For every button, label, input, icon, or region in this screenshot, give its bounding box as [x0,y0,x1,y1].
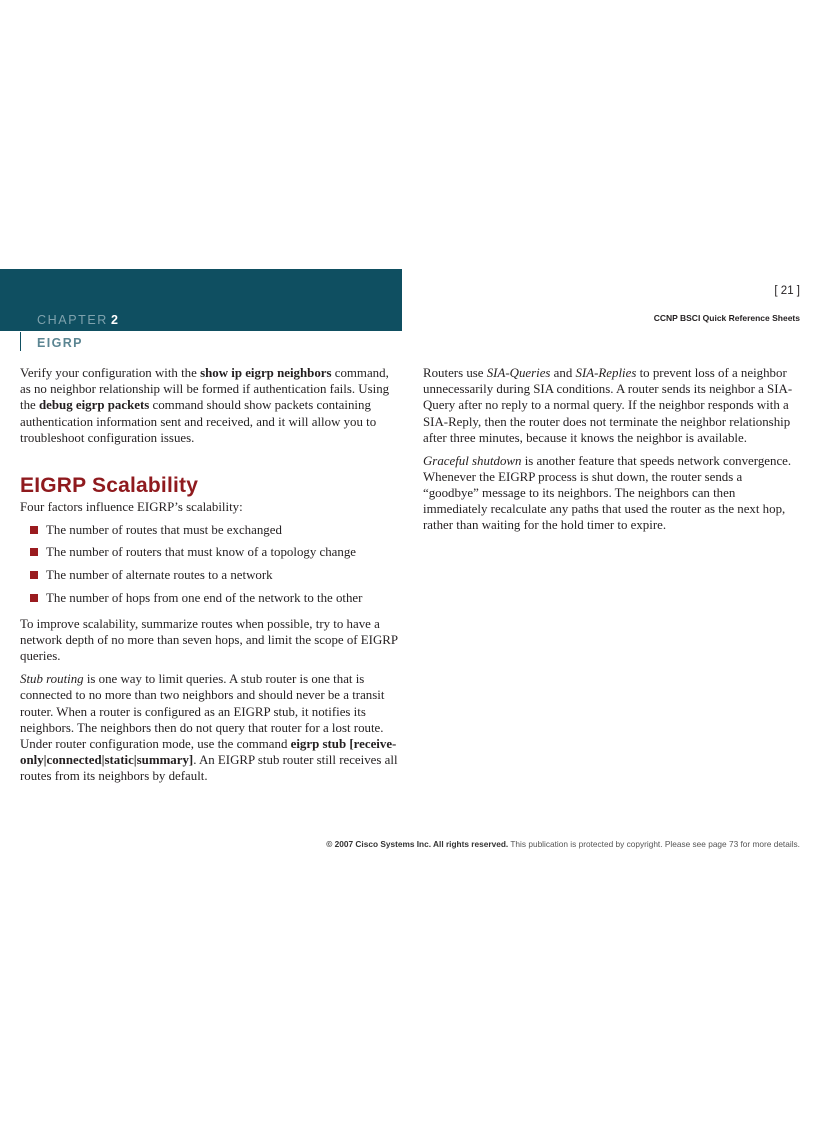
factors-list [20,522,398,606]
bullet-square-icon [30,571,38,579]
bullet-square-icon [30,594,38,602]
term-sia-queries: SIA-Queries [486,366,551,380]
chapter-word: CHAPTER [37,313,108,327]
copyright-notice: This publication is protected by copyright. Please see page 73 for more details. [508,839,800,849]
term-graceful-shutdown: Graceful shutdown [423,453,522,468]
term-stub-routing: Stub routing [20,672,84,687]
page-number: [ 21 ] [774,285,800,297]
stub-routing-paragraph: Stub routing is one way to limit queries. A stub router is one that is connected to no more than two neighbors and should never be a transit router. When a router is configured as an EIGRP stub, it notifies its neighbors. The neighbors then do not query that router for a lost route. Under router configuration mode, use the command eigrp stub [receive-only|connected|static|summary]. An EIGRP stub router still receives all routes from its neighbors by default. [20,672,398,784]
copyright-footer [326,839,800,849]
term-sia-replies: SIA-Replies [575,366,637,380]
command-eigrp-stub: eigrp stub [receive-only|connected|static|summary] [20,736,397,768]
improve-paragraph: To improve scalability, summarize routes when possible, try to have a network depth of no more than seven hops, and limit the scope of EIGRP queries. [20,617,398,664]
bullet-square-icon [30,548,38,556]
chapter-label [37,313,118,327]
intro-paragraph: Verify your configuration with the show ip eigrp neighbors command, as no neighbor relationship will be formed if authentication fails. Using the debug eigrp packets command should show packets containing authentication information sent and received, and it will allow you to troubleshoot configuration issues. [20,366,390,445]
list-item: The number of routes that must be exchanged [20,522,398,538]
sia-paragraph: Routers use SIA-Queries and SIA-Replies to prevent loss of a neighbor unnecessarily during SIA conditions. A router sends its neighbor a SIA-Query after no reply to a normal query. If the neighbor responds with a SIA-Reply, then the router does not terminate the neighbor relationship after three minutes, because it knows the neighbor is available. [423,366,793,445]
section-divider [20,332,21,351]
book-title: CCNP BSCI Quick Reference Sheets [653,313,800,323]
list-item: The number of routers that must know of a topology change [20,544,398,560]
section-heading: EIGRP Scalability [20,474,199,498]
right-column [423,365,801,540]
chapter-number: 2 [110,313,118,327]
list-item: The number of hops from one end of the network to the other [20,590,398,606]
section-title: EIGRP [37,336,83,350]
graceful-shutdown-paragraph: Graceful shutdown is another feature that speeds network convergence. Whenever the EIGRP process is shut down, the router sends a “goodbye” message to its neighbors. The neighbors can then immediately recalculate any paths that used the router as the next hop, rather than waiting for the hold timer to expire. [423,453,792,533]
command-debug-eigrp-packets: debug eigrp packets [38,398,150,413]
left-column [20,365,398,791]
factors-intro: Four factors influence EIGRP’s scalability: [20,500,243,515]
command-show-ip-eigrp-neighbors: show ip eigrp neighbors [200,366,332,380]
list-item: The number of alternate routes to a network [20,567,398,583]
bullet-square-icon [30,526,38,534]
copyright-text: © 2007 Cisco Systems Inc. All rights reserved. [326,839,509,849]
